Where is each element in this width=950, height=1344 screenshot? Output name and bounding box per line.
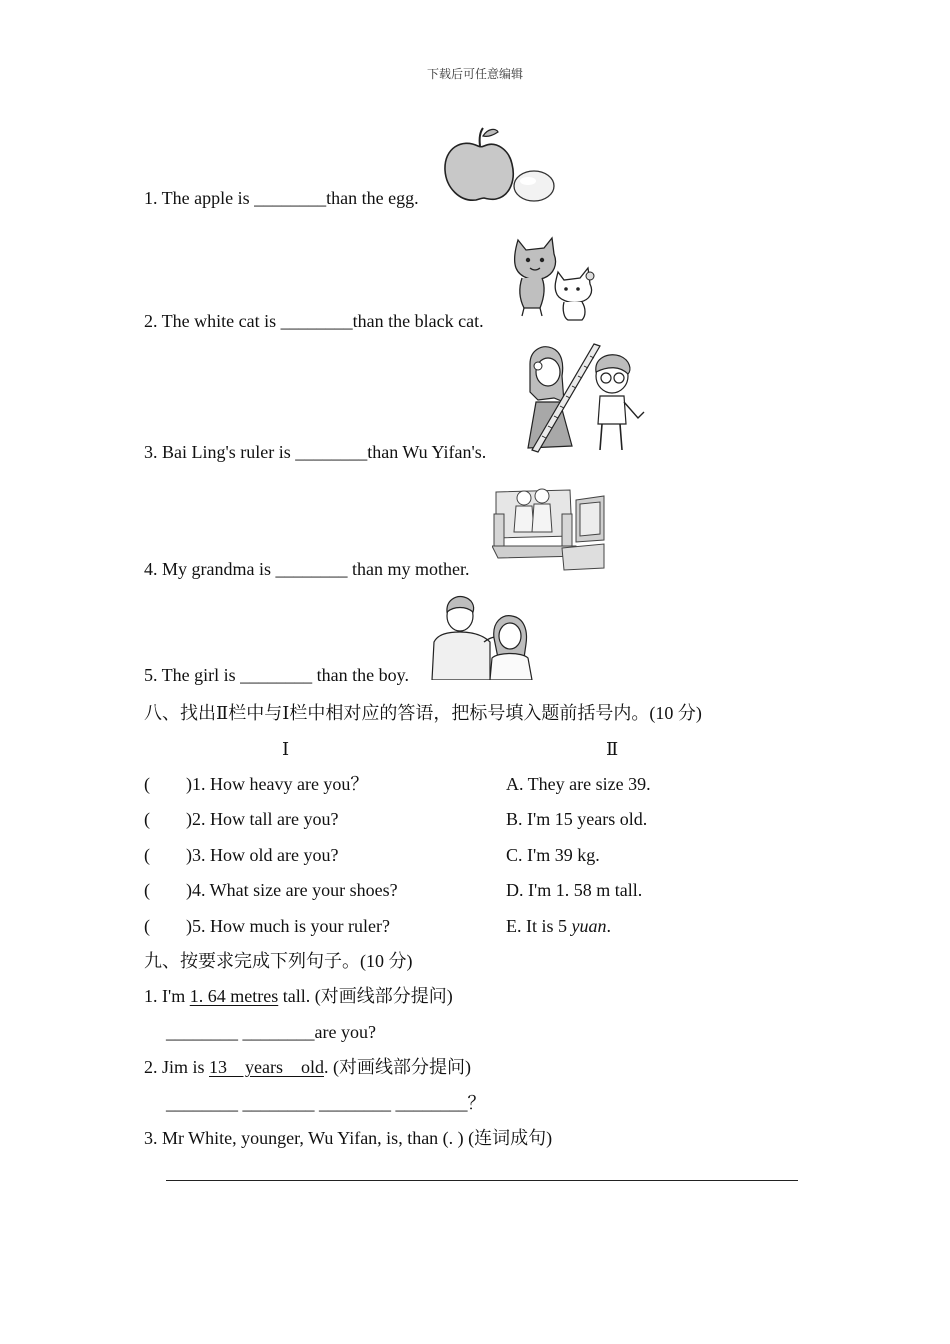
answer-e-yuan: yuan	[571, 916, 607, 936]
grandma-mother-image	[492, 484, 606, 572]
q3-answer-line	[166, 1180, 798, 1181]
q1-suffix: tall. (对画线部分提问)	[278, 986, 453, 1006]
match-answer-c: C. I'm 39 kg.	[506, 845, 600, 865]
column2-header: Ⅱ	[606, 739, 619, 759]
match-answer-d: D. I'm 1. 58 m tall.	[506, 880, 643, 900]
answer-e-text: E. It is 5	[506, 916, 572, 936]
match-question-5: ( )5. How much is your ruler?	[144, 916, 390, 936]
q2-underlined-part: 13 years old	[209, 1057, 324, 1077]
rewrite-question-1	[144, 987, 453, 1005]
q2-suffix: . (对画线部分提问)	[324, 1057, 471, 1077]
page-header: 下载后可任意编辑	[426, 67, 523, 81]
match-question-1: ( )1. How heavy are you？	[144, 774, 369, 794]
q2-answer-blanks: ________ ________ ________ ________？	[166, 1093, 486, 1113]
section8-title: 八、找出Ⅱ栏中与Ⅰ栏中相对应的答语，把标号填入题前括号内。(10 分)	[144, 703, 702, 723]
match-answer-e	[506, 917, 611, 935]
apple-egg-image	[442, 126, 558, 206]
sentence-4: 4. My grandma is ________ than my mother.	[144, 559, 470, 579]
match-question-2: ( )2. How tall are you?	[144, 809, 339, 829]
sentence-5: 5. The girl is ________ than the boy.	[144, 665, 409, 685]
section9-title: 九、按要求完成下列句子。(10 分)	[144, 951, 413, 971]
q1-answer-blanks: ________ ________are you?	[166, 1022, 376, 1042]
match-question-3: ( )3. How old are you?	[144, 845, 339, 865]
q2-prefix: 2. Jim is	[144, 1057, 210, 1077]
q1-prefix: 1. I'm	[144, 986, 190, 1006]
boy-girl-image	[428, 594, 534, 680]
kids-ruler-image	[524, 342, 648, 456]
match-answer-a: A. They are size 39.	[506, 774, 651, 794]
answer-e-period: .	[606, 916, 611, 936]
rewrite-question-2	[144, 1058, 471, 1076]
match-question-4: ( )4. What size are your shoes?	[144, 880, 398, 900]
rewrite-question-3: 3. Mr White, younger, Wu Yifan, is, than (. ) (连词成句)	[144, 1128, 553, 1148]
sentence-2: 2. The white cat is ________than the black cat.	[144, 311, 484, 331]
sentence-1: 1. The apple is ________than the egg.	[144, 188, 419, 208]
match-answer-b: B. I'm 15 years old.	[506, 809, 648, 829]
cats-image	[510, 234, 602, 324]
column1-header: Ⅰ	[282, 739, 290, 759]
sentence-3: 3. Bai Ling's ruler is ________than Wu Yifan's.	[144, 442, 487, 462]
q1-underlined-part: 1. 64 metres	[189, 986, 279, 1006]
